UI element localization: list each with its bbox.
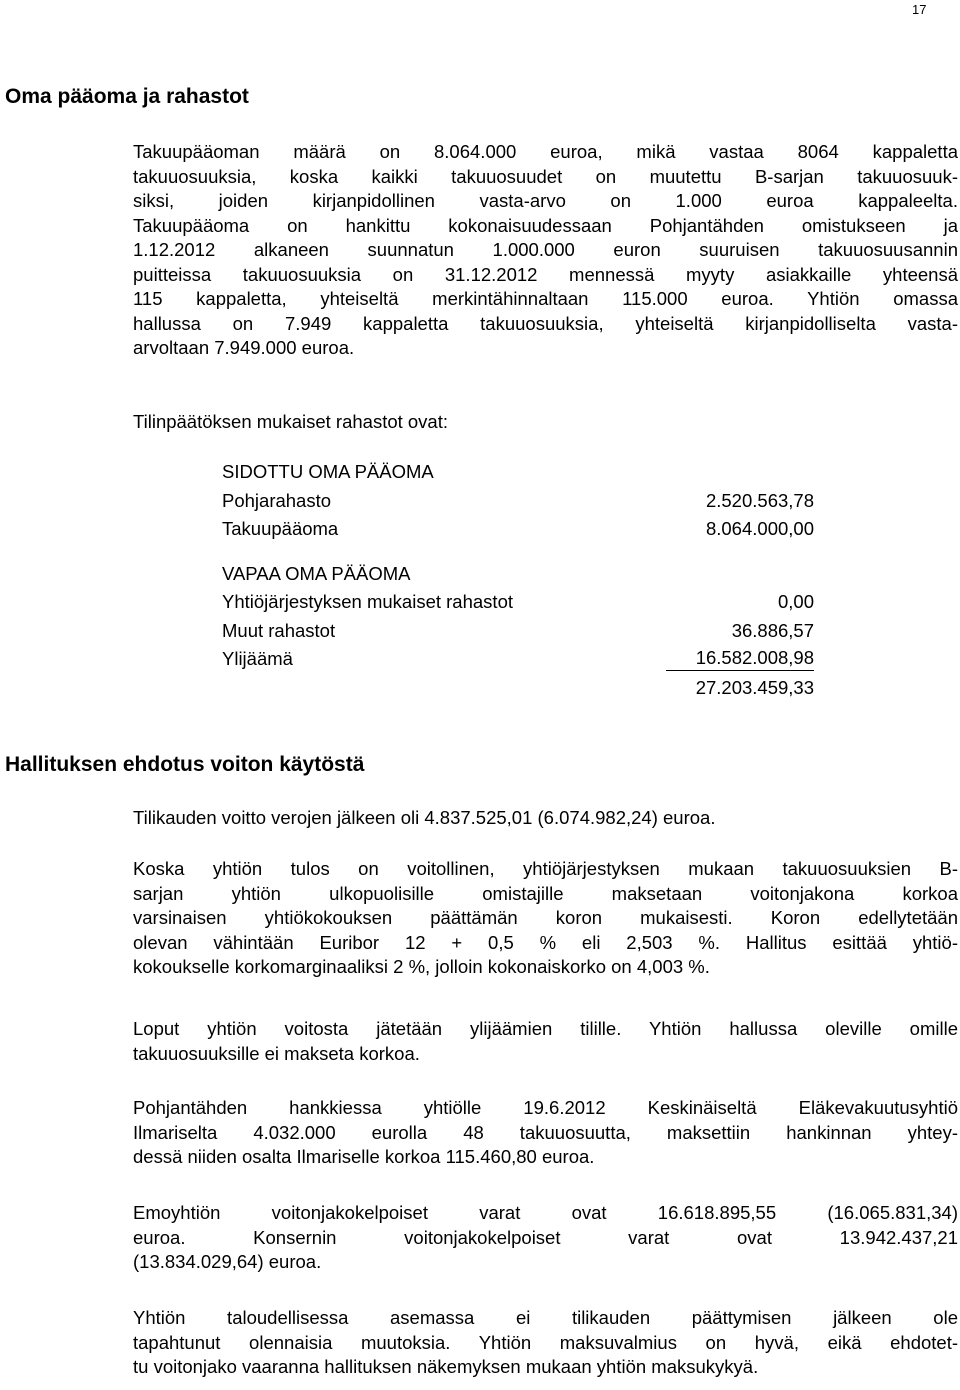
fund-label: Takuupääoma [222,518,339,539]
unrestricted-equity-heading: VAPAA OMA PÄÄOMA [222,562,411,584]
restricted-equity-heading: SIDOTTU OMA PÄÄOMA [222,461,434,482]
text-line: varsinaisen yhtiökokouksen päättämän koron mukaisesti. Koron edellytetään [133,907,958,928]
text-line: takuuosuuksille ei makseta korkoa. [133,1042,420,1064]
paragraph-financial-position [133,1306,958,1380]
fund-label: Ylijäämä [222,648,293,669]
fund-value: 36.886,57 [731,619,814,641]
text-line: takuuosuuksia, koska kaikki takuuosuudet on muutettu B-sarjan takuuosuuk- [133,165,958,187]
paragraph-net-profit [133,806,958,831]
fund-value: 2.520.563,78 [705,489,814,511]
fund-label: Yhtiöjärjestyksen mukaiset rahastot [222,591,513,612]
table-spacer [222,544,822,560]
table-row [222,617,822,646]
paragraph-distributable-funds [133,1201,958,1275]
text-line: euroa. Konsernin voitonjakokelpoiset varat ovat 13.942.437,21 [133,1226,958,1248]
text-line: dessä niiden osalta Ilmariselle korkoa 115.460,80 euroa. [133,1146,595,1167]
funds-intro [133,410,958,435]
fund-value: 8.064.000,00 [705,518,814,539]
text-line: kokoukselle korkomarginaaliksi 2 %, jolloin kokonaiskorko on 4,003 %. [133,956,710,977]
unrestricted-equity-heading-row [222,560,822,589]
text-line: Ilmariselta 4.032.000 eurolla 48 takuuosuutta, maksettiin hankinnan yhtey- [133,1121,958,1143]
text-line: hallussa on 7.949 kappaletta takuuosuuksia, yhteiseltä kirjanpidolliselta vasta- [133,312,958,334]
text-line: tapahtunut olennaisia muutoksia. Yhtiön maksuvalmius on hyvä, eikä ehdotet- [133,1331,958,1353]
text-line: Tilikauden voitto verojen jälkeen oli 4.837.525,01 (6.074.982,24) euroa. [133,807,716,828]
fund-value: 0,00 [777,591,814,612]
paragraph-interest [133,857,958,980]
text-line: arvoltaan 7.949.000 euroa. [133,337,355,358]
fund-label: Muut rahastot [222,619,336,641]
fund-value: 16.582.008,98 [666,645,814,671]
restricted-equity-heading-row [222,458,822,487]
text-line: Yhtiön taloudellisessa asemassa ei tilikauden päättymisen jälkeen ole [133,1307,958,1328]
table-row [222,645,822,674]
text-line: Koska yhtiön tulos on voitollinen, yhtiöjärjestyksen mukaan takuuosuuksien B- [133,858,958,879]
page-number: 17 [912,2,927,17]
text-line: siksi, joiden kirjanpidollinen vasta-arvo on 1.000 euroa kappaleelta. [133,190,958,211]
text-line: Takuupääoma on hankittu kokonaisuudessaan Pohjantähden omistukseen ja [133,214,958,236]
text-line: Loput yhtiön voitosta jätetään ylijäämien tilille. Yhtiön hallussa oleville omille [133,1018,958,1039]
text-line: Tilinpäätöksen mukaiset rahastot ovat: [133,411,449,432]
total-row [222,674,822,703]
paragraph-acquisition [133,1096,958,1170]
table-row [222,515,822,544]
text-line: tu voitonjako vaaranna hallituksen näkemyksen mukaan yhtiön maksukykyä. [133,1356,759,1377]
text-line: Pohjantähden hankkiessa yhtiölle 19.6.2012 Keskinäiseltä Eläkevakuutusyhtiö [133,1097,958,1118]
text-line: 115 kappaletta, yhteiseltä merkintähinnaltaan 115.000 euroa. Yhtiön omassa [133,288,958,309]
table-row [222,487,822,516]
text-line: Emoyhtiön voitonjakokelpoiset varat ovat 16.618.895,55 (16.065.831,34) [133,1202,958,1223]
text-line: (13.834.029,64) euroa. [133,1251,322,1272]
section-heading-profit-proposal: Hallituksen ehdotus voiton käytöstä [5,753,365,776]
section-heading-equity: Oma pääoma ja rahastot [5,85,249,108]
funds-total: 27.203.459,33 [695,676,814,698]
paragraph-retained-earnings [133,1017,958,1066]
fund-label: Pohjarahasto [222,489,332,511]
paragraph-guarantee-capital [133,140,958,361]
funds-table [222,458,822,702]
text-line: olevan vähintään Euribor 12 + 0,5 % eli 2,503 %. Hallitus esittää yhtiö- [133,931,958,953]
table-row [222,588,822,617]
text-line: puitteissa takuuosuuksia on 31.12.2012 mennessä myyty asiakkaille yhteensä [133,263,958,285]
text-line: 1.12.2012 alkaneen suunnatun 1.000.000 euron suuruisen takuuosuusannin [133,239,958,260]
text-line: sarjan yhtiön ulkopuolisille omistajille maksetaan voitonjakona korkoa [133,882,958,904]
text-line: Takuupääoman määrä on 8.064.000 euroa, mikä vastaa 8064 kappaletta [133,141,958,162]
